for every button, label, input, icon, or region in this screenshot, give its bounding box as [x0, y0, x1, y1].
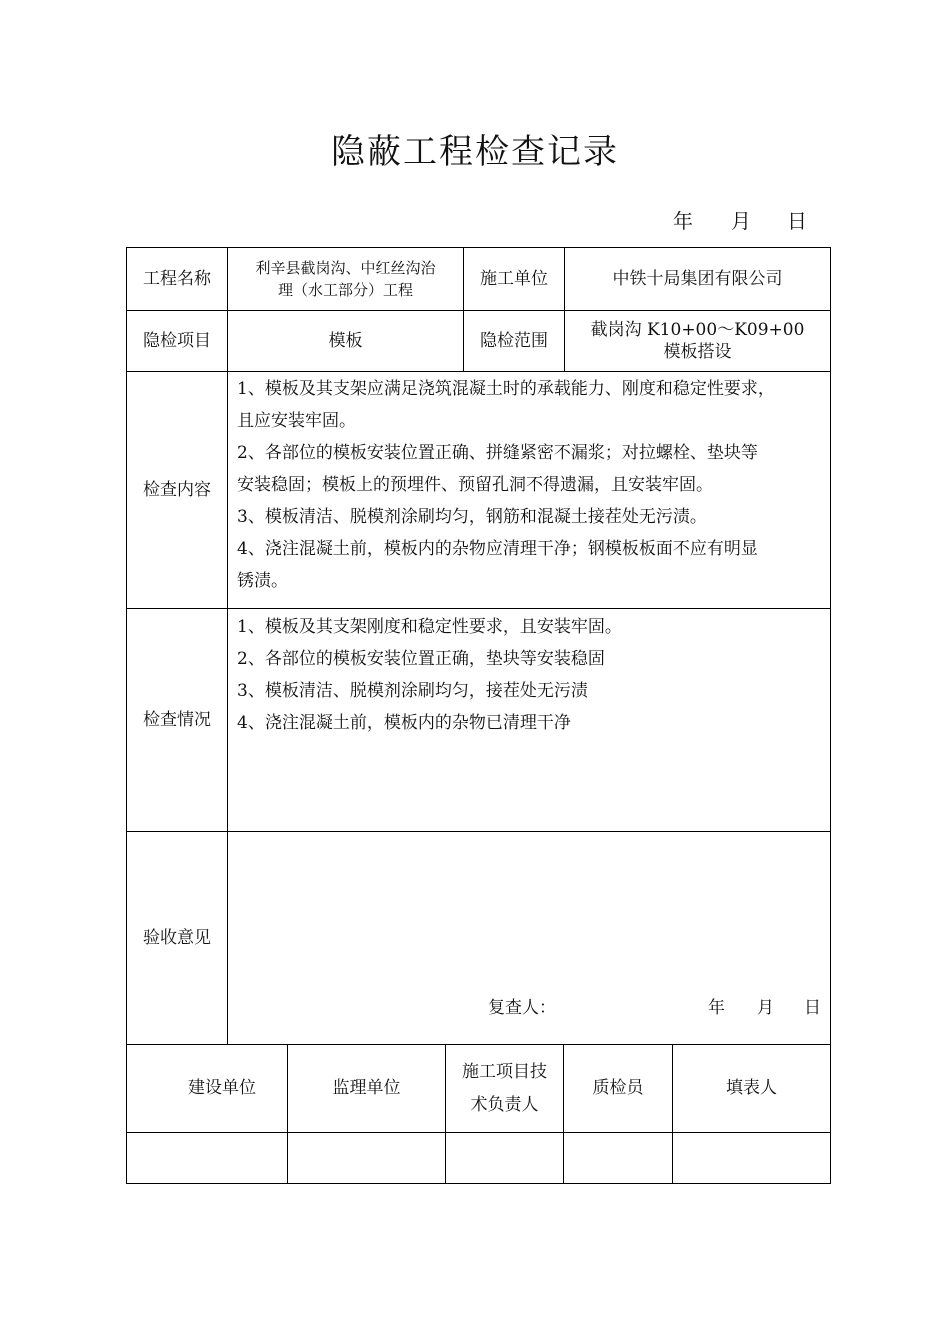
- status-line: 4、浇注混凝土前，模板内的杂物已清理干净: [237, 713, 571, 733]
- project-name-line1: 利辛县截岗沟、中红丝沟治: [255, 258, 436, 277]
- qc-label: 质检员: [592, 1078, 644, 1099]
- constructor-label: 施工单位: [480, 268, 548, 289]
- qc-signature-cell: [564, 1133, 672, 1183]
- tech-lead-signature-cell: [446, 1133, 563, 1183]
- inspection-content-label: 检查内容: [143, 479, 211, 500]
- content-line: 且应安装牢固。: [237, 411, 356, 431]
- status-line: 3、模板清洁、脱模剂涂刷均匀，接茬处无污渍: [237, 681, 588, 701]
- content-line: 3、模板清洁、脱模剂涂刷均匀，钢筋和混凝土接茬处无污渍。: [237, 507, 707, 527]
- range-label: 隐检范围: [480, 330, 548, 351]
- status-line: 2、各部位的模板安装位置正确，垫块等安装稳固: [237, 649, 605, 669]
- review-year: 年: [708, 998, 725, 1018]
- content-line: 2、各部位的模板安装位置正确、拼缝紧密不漏浆；对拉螺栓、垫块等: [237, 443, 758, 463]
- tech-lead-label: [446, 1045, 563, 1132]
- range-line1: 截岗沟 K10+00～K09+00: [590, 319, 805, 340]
- inspection-status-label: 检查情况: [143, 709, 211, 730]
- page-title: 隐蔽工程检查记录: [331, 132, 619, 172]
- range-value: [565, 311, 830, 371]
- project-name-line2: 理（水工部分）工程: [277, 281, 413, 299]
- date-day: 日: [787, 209, 807, 233]
- filler-signature-cell: [673, 1133, 830, 1183]
- content-line: 1、模板及其支架应满足浇筑混凝土时的承载能力、刚度和稳定性要求，: [237, 379, 775, 399]
- item-label: 隐检项目: [143, 330, 211, 351]
- status-line: 1、模板及其支架刚度和稳定性要求，且安装牢固。: [237, 617, 622, 637]
- project-name-label: 工程名称: [143, 268, 211, 289]
- acceptance-label: 验收意见: [143, 927, 211, 948]
- reviewer-label: 复查人：: [488, 998, 556, 1018]
- date-year: 年: [673, 209, 693, 233]
- filler-label: 填表人: [726, 1078, 777, 1099]
- supervisor-label: 监理单位: [332, 1078, 401, 1099]
- owner-signature-cell: [127, 1133, 287, 1183]
- range-line2: 模板搭设: [663, 342, 732, 362]
- inspection-content-text: [237, 373, 827, 597]
- constructor-value: 中铁十局集团有限公司: [612, 268, 783, 289]
- content-line: 安装稳固；模板上的预埋件、预留孔洞不得遗漏，且安装牢固。: [237, 475, 713, 495]
- owner-label: 建设单位: [188, 1078, 256, 1099]
- supervisor-signature-cell: [288, 1133, 445, 1183]
- tech-lead-line1: 施工项目技: [462, 1062, 547, 1083]
- date-month: 月: [731, 209, 751, 233]
- content-line: 4、浇注混凝土前，模板内的杂物应清理干净；钢模板板面不应有明显: [237, 539, 758, 559]
- project-name-value: [228, 248, 463, 310]
- content-line: 锈渍。: [237, 571, 288, 591]
- inspection-status-text: [237, 611, 827, 739]
- review-month: 月: [757, 998, 774, 1018]
- tech-lead-line2: 术负责人: [470, 1094, 539, 1115]
- review-day: 日: [804, 998, 821, 1018]
- record-table: [126, 247, 831, 1184]
- item-value: 模板: [328, 330, 363, 351]
